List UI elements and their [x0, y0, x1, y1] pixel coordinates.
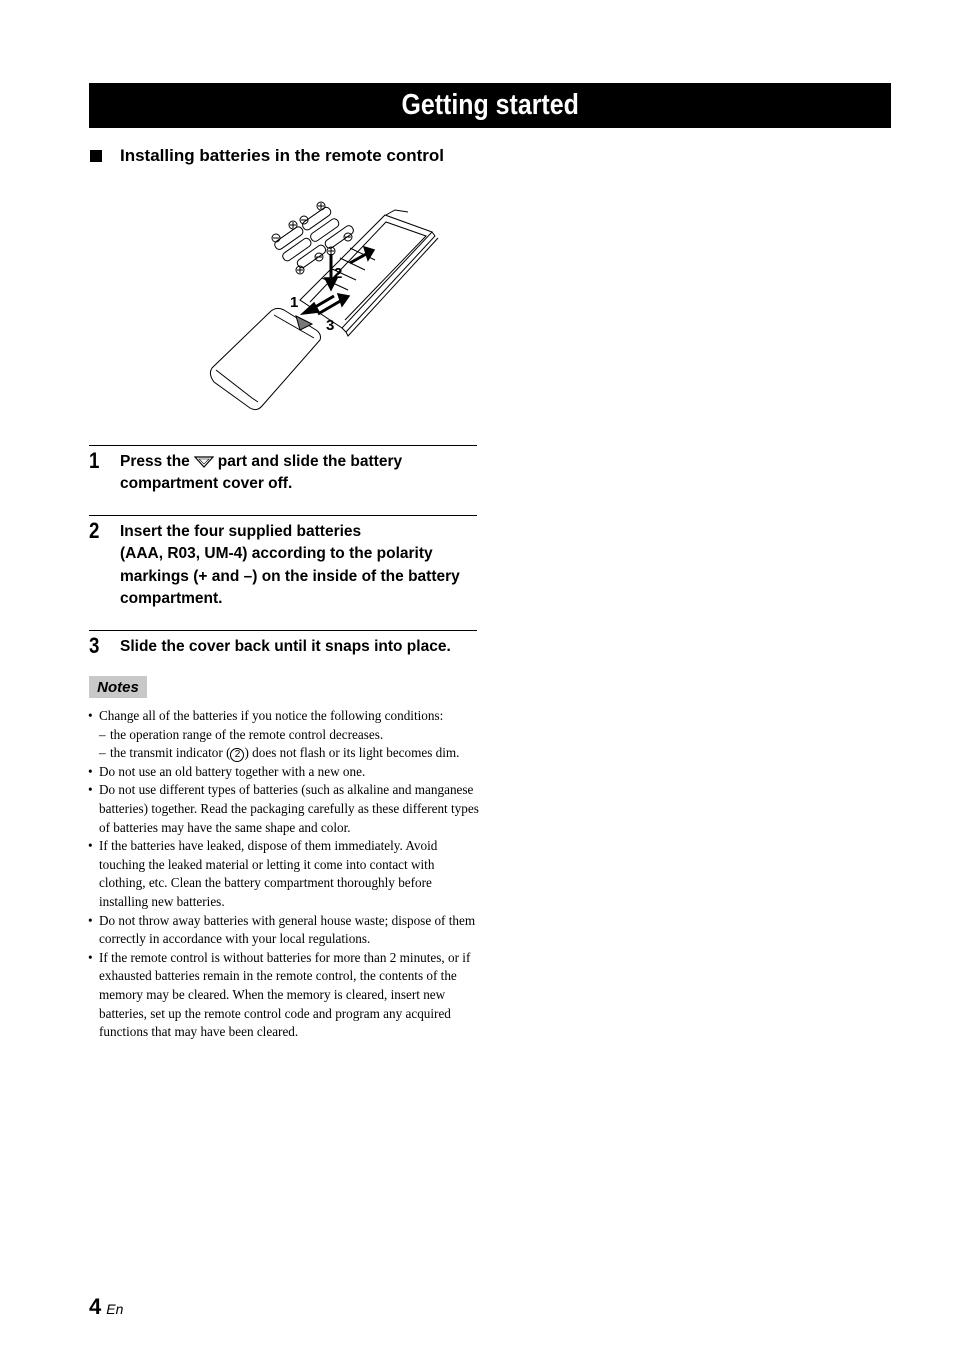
note-item: • Do not throw away batteries with general house waste; dispose of them correctly in accordance with your local regulations.: [88, 912, 476, 947]
figure-step-label-2: 2: [334, 265, 343, 282]
notes-label-text: Notes: [97, 678, 139, 696]
note-text: the transmit indicator (: [110, 745, 231, 761]
note-subitem: – the operation range of the remote control decreases.: [99, 726, 384, 742]
note-text: the operation range of the remote control decreases.: [110, 726, 384, 742]
note-text: Do not use different types of batteries (such as alkaline and manganese batteries) together. Read the packaging carefully as these different types of batteries may have the same shape and color.: [99, 782, 479, 835]
batteries: [273, 201, 355, 274]
step-text-part: part and slide the battery compartment cover off.: [120, 453, 403, 493]
step-text: [120, 521, 465, 610]
step-text-line: (AAA, R03, UM-4) according to the polarity markings (+ and –) on the inside of the battery compartment.: [120, 545, 460, 607]
battery-installation-illustration: [200, 190, 440, 415]
circled-number-icon: 2: [230, 748, 244, 762]
note-item: • Change all of the batteries if you notice the following conditions:: [88, 708, 444, 723]
step-text: Slide the cover back until it snaps into place.: [120, 638, 451, 655]
step-1: [89, 445, 477, 506]
square-bullet-icon: [90, 150, 102, 162]
note-text: ) does not flash or its light becomes dim.: [244, 745, 460, 761]
step-number: 1: [89, 448, 100, 473]
notes-label: [89, 676, 147, 698]
note-text: If the remote control is without batteries for more than 2 minutes, or if exhausted batteries remain in the remote control, the contents of the memory may be cleared. When the memory is cleared, insert new batteries, set up the remote control code and program any acquired functions that may have been cleared.: [99, 949, 471, 1040]
arrow-cover-icon: [350, 253, 368, 263]
note-subitem: – the transmit indicator ( 2 ) does not flash or its light becomes dim.: [99, 745, 460, 761]
step-text-line: Insert the four supplied batteries: [120, 523, 362, 540]
note-text: Do not use an old battery together with a new one.: [99, 763, 366, 779]
note-text: Change all of the batteries if you notice the following conditions:: [99, 708, 444, 723]
page-footer: [89, 1294, 123, 1320]
title-bar: [89, 83, 891, 128]
triangle-mark-icon: [296, 316, 312, 330]
section-heading: [89, 145, 489, 167]
section-heading-text: Installing batteries in the remote control: [120, 146, 444, 165]
note-item: • If the remote control is without batteries for more than 2 minutes, or if exhausted batteries remain in the remote control, the contents of the memory may be cleared. When the memory is cleared, insert new batteries, set up the remote control code and program any acquired functions that may have been cleared.: [88, 949, 471, 1040]
triangle-down-icon: [194, 456, 214, 468]
note-text: Do not throw away batteries with general house waste; dispose of them correctly in accordance with your local regulations.: [99, 912, 476, 947]
step-3: [89, 630, 477, 667]
note-text: If the batteries have leaked, dispose of them immediately. Avoid touching the leaked material or letting it come into contact with clothing, etc. Clean the battery compartment thoroughly before installing new batteries.: [99, 838, 438, 909]
note-item: • Do not use an old battery together with a new one.: [88, 763, 366, 779]
page-number: 4: [89, 1294, 102, 1319]
notes-list: [89, 707, 479, 1042]
step-number: 3: [89, 633, 100, 658]
step-number: 2: [89, 518, 100, 543]
step-text: [120, 451, 460, 496]
step-2: [89, 515, 477, 621]
step-text-part: Press the: [120, 453, 190, 470]
note-item: • If the batteries have leaked, dispose of them immediately. Avoid touching the leaked material or letting it come into contact with clothing, etc. Clean the battery compartment thoroughly before installing new batteries.: [88, 838, 438, 909]
page-language: En: [106, 1301, 124, 1317]
page-title: Getting started: [401, 89, 579, 121]
figure-step-label-1: 1: [290, 294, 299, 311]
note-item: • Do not use different types of batteries (such as alkaline and manganese batteries) together. Read the packaging carefully as these different types of batteries may have the same shape and color.: [88, 782, 479, 835]
figure-step-label-3: 3: [326, 317, 335, 334]
